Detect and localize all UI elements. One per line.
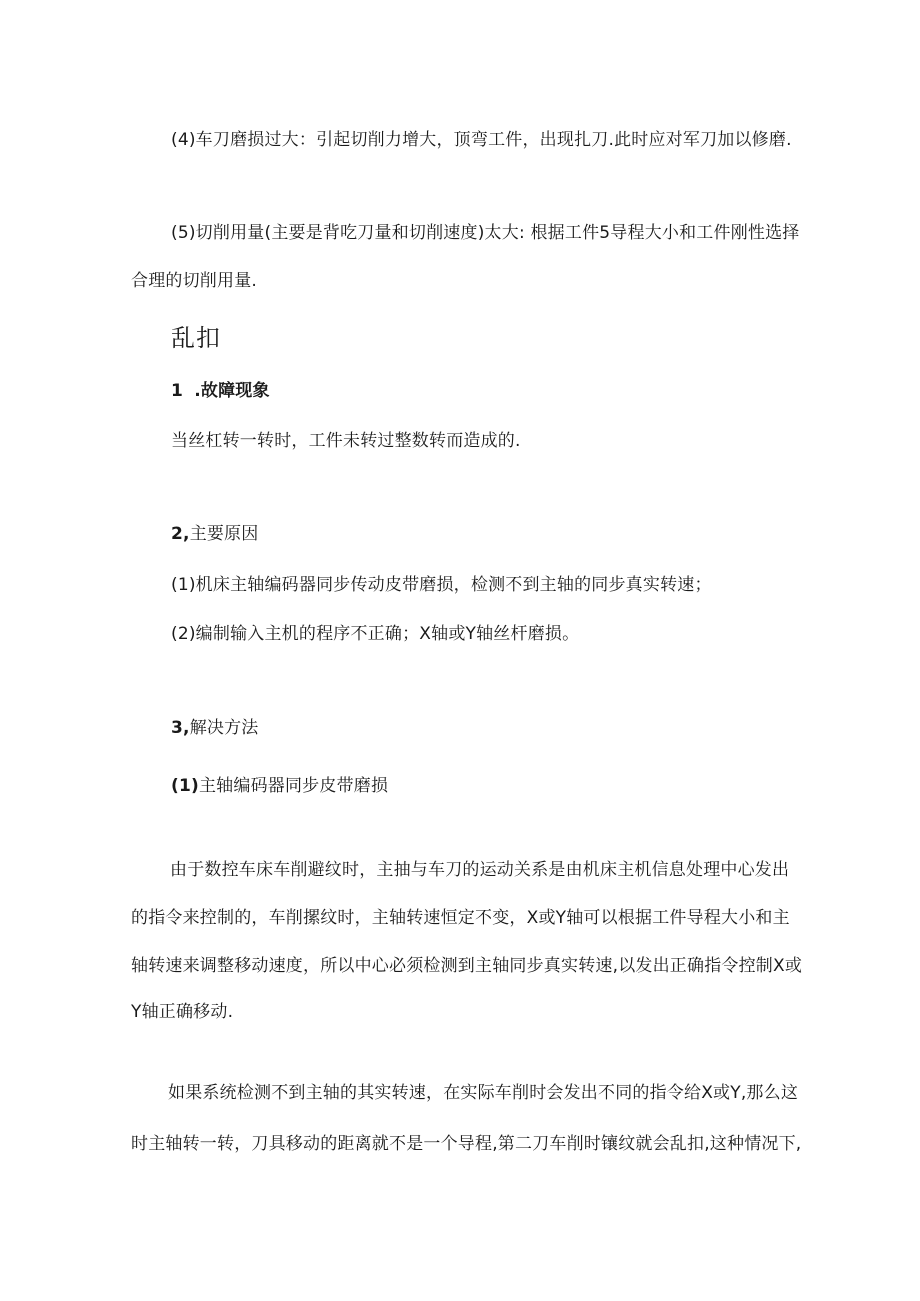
section-heading: 乱扣 [171, 324, 221, 352]
item-4-text: (4)车刀磨损过大：引起切削力增大，顶弯工件，出现扎刀.此时应对军刀加以修磨. [171, 130, 792, 150]
section-2-item-2: (2)编制输入主机的程序不正确；X轴或Y轴丝杆磨损。 [171, 624, 580, 644]
section-3-sub-1-number: (1) [171, 776, 199, 796]
paragraph-1-line-1: 由于数控车床车削避纹时，主抽与车刀的运动关系是由机床主机信息处理中心发出 [170, 860, 790, 880]
section-2-item-1: (1)机床主轴编码器同步传动皮带磨损，检测不到主轴的同步真实转速； [171, 575, 712, 595]
paragraph-1-line-3: 轴转速来调整移动速度，所以中心必须检测到主轴同步真实转速,以发出正确指令控制X或 [131, 956, 803, 976]
item-5-text-line2: 合理的切削用量. [131, 271, 258, 291]
section-1-label: .故障现象 [194, 381, 270, 401]
section-3-title [171, 716, 259, 740]
item-5-text-line1: (5)切削用量(主要是背吃刀量和切削速度)太大: 根据工件5导程大小和工件刚性选择 [171, 223, 800, 243]
section-3-sub-1-label: 主轴编码器同步皮带磨损 [198, 776, 389, 796]
paragraph-2-line-1: 如果系统检测不到主轴的其实转速，在实际车削时会发出不同的指令给X或Y,那么这 [168, 1083, 799, 1103]
section-2-label: 主要原因 [189, 524, 259, 544]
section-1-body: 当丝杠转一转时，工件未转过整数转而造成的. [171, 431, 521, 451]
paragraph-1-line-4: Y轴正确移动. [131, 1002, 234, 1022]
paragraph-1-line-2: 的指令来控制的，车削摞纹时，主轴转速恒定不变，X或Y轴可以根据工件导程大小和主 [131, 908, 790, 928]
section-1-number: 1 [171, 381, 184, 401]
section-2-title [171, 522, 259, 546]
section-3-label: 解决方法 [189, 718, 259, 738]
section-3-number: 3, [171, 718, 190, 738]
section-2-number: 2, [171, 524, 190, 544]
paragraph-2-line-2: 时主轴转一转，刀具移动的距离就不是一个导程,第二刀车削时镶纹就会乱扣,这种情况下, [131, 1134, 802, 1154]
section-3-sub-1 [171, 774, 388, 798]
section-1-title [171, 379, 270, 403]
